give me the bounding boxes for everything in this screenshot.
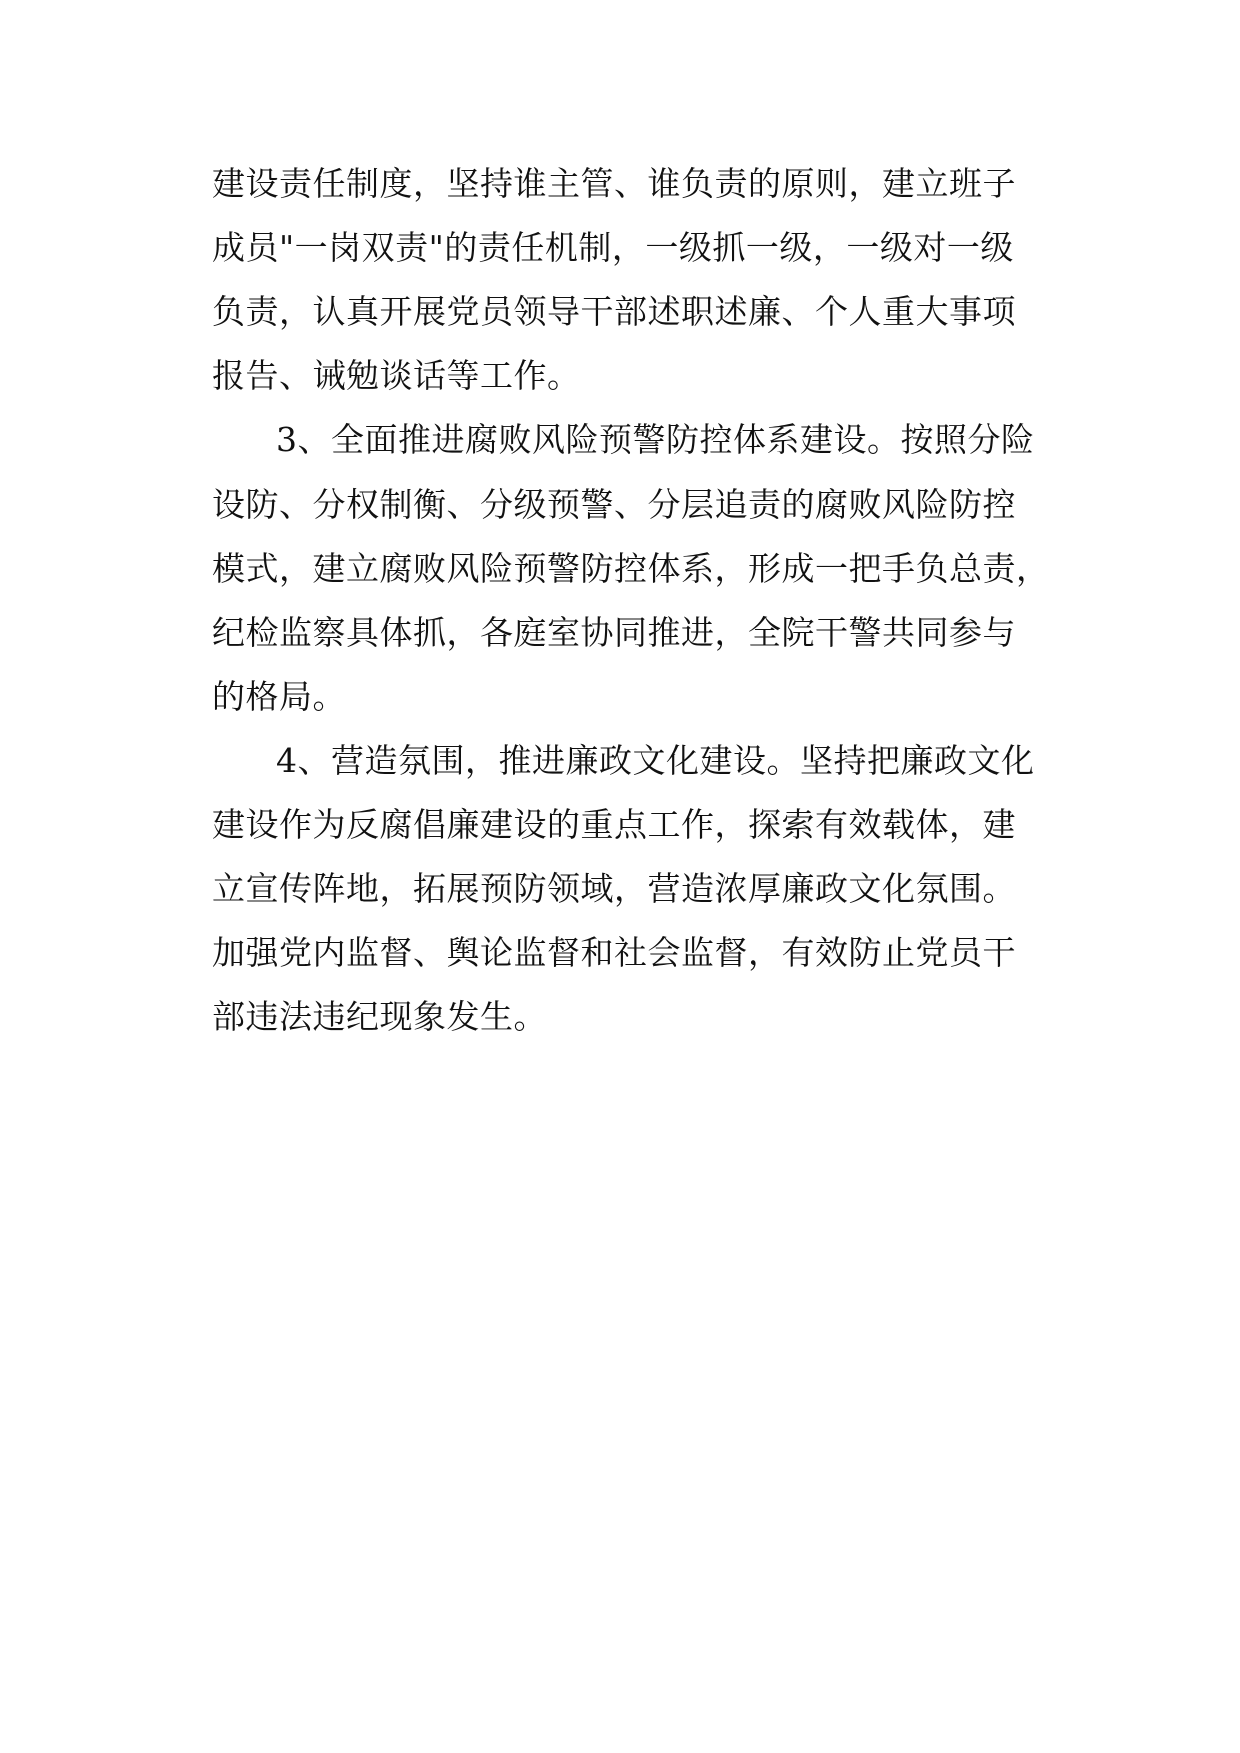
paragraph-2-line-2: 设防、分权制衡、分级预警、分层追责的腐败风险防控 — [212, 485, 1016, 524]
paragraph-2-line-3: 模式，建立腐败风险预警防控体系，形成一把手负总责， — [212, 549, 1050, 588]
paragraph-3-line-1: 4、营造氛围，推进廉政文化建设。坚持把廉政文化 — [276, 741, 1035, 780]
paragraph-3-line-5: 部违法违纪现象发生。 — [212, 997, 547, 1036]
paragraph-3-line-3: 立宣传阵地，拓展预防领域，营造浓厚廉政文化氛围。 — [212, 869, 1016, 908]
paragraph-1-line-4: 报告、诫勉谈话等工作。 — [212, 356, 581, 395]
paragraph-3-line-4: 加强党内监督、舆论监督和社会监督，有效防止党员干 — [212, 933, 1016, 972]
paragraph-3-line-2: 建设作为反腐倡廉建设的重点工作，探索有效载体，建 — [212, 805, 1016, 844]
paragraph-2-line-5: 的格局。 — [212, 677, 346, 716]
paragraph-2-line-4: 纪检监察具体抓，各庭室协同推进，全院干警共同参与 — [212, 613, 1016, 652]
paragraph-1-line-2: 成员"一岗双责"的责任机制，一级抓一级，一级对一级 — [212, 228, 1014, 267]
paragraph-2-line-1: 3、全面推进腐败风险预警防控体系建设。按照分险 — [276, 420, 1035, 459]
paragraph-1-line-3: 负责，认真开展党员领导干部述职述廉、个人重大事项 — [212, 292, 1016, 331]
paragraph-1-line-1: 建设责任制度，坚持谁主管、谁负责的原则，建立班子 — [212, 164, 1016, 203]
